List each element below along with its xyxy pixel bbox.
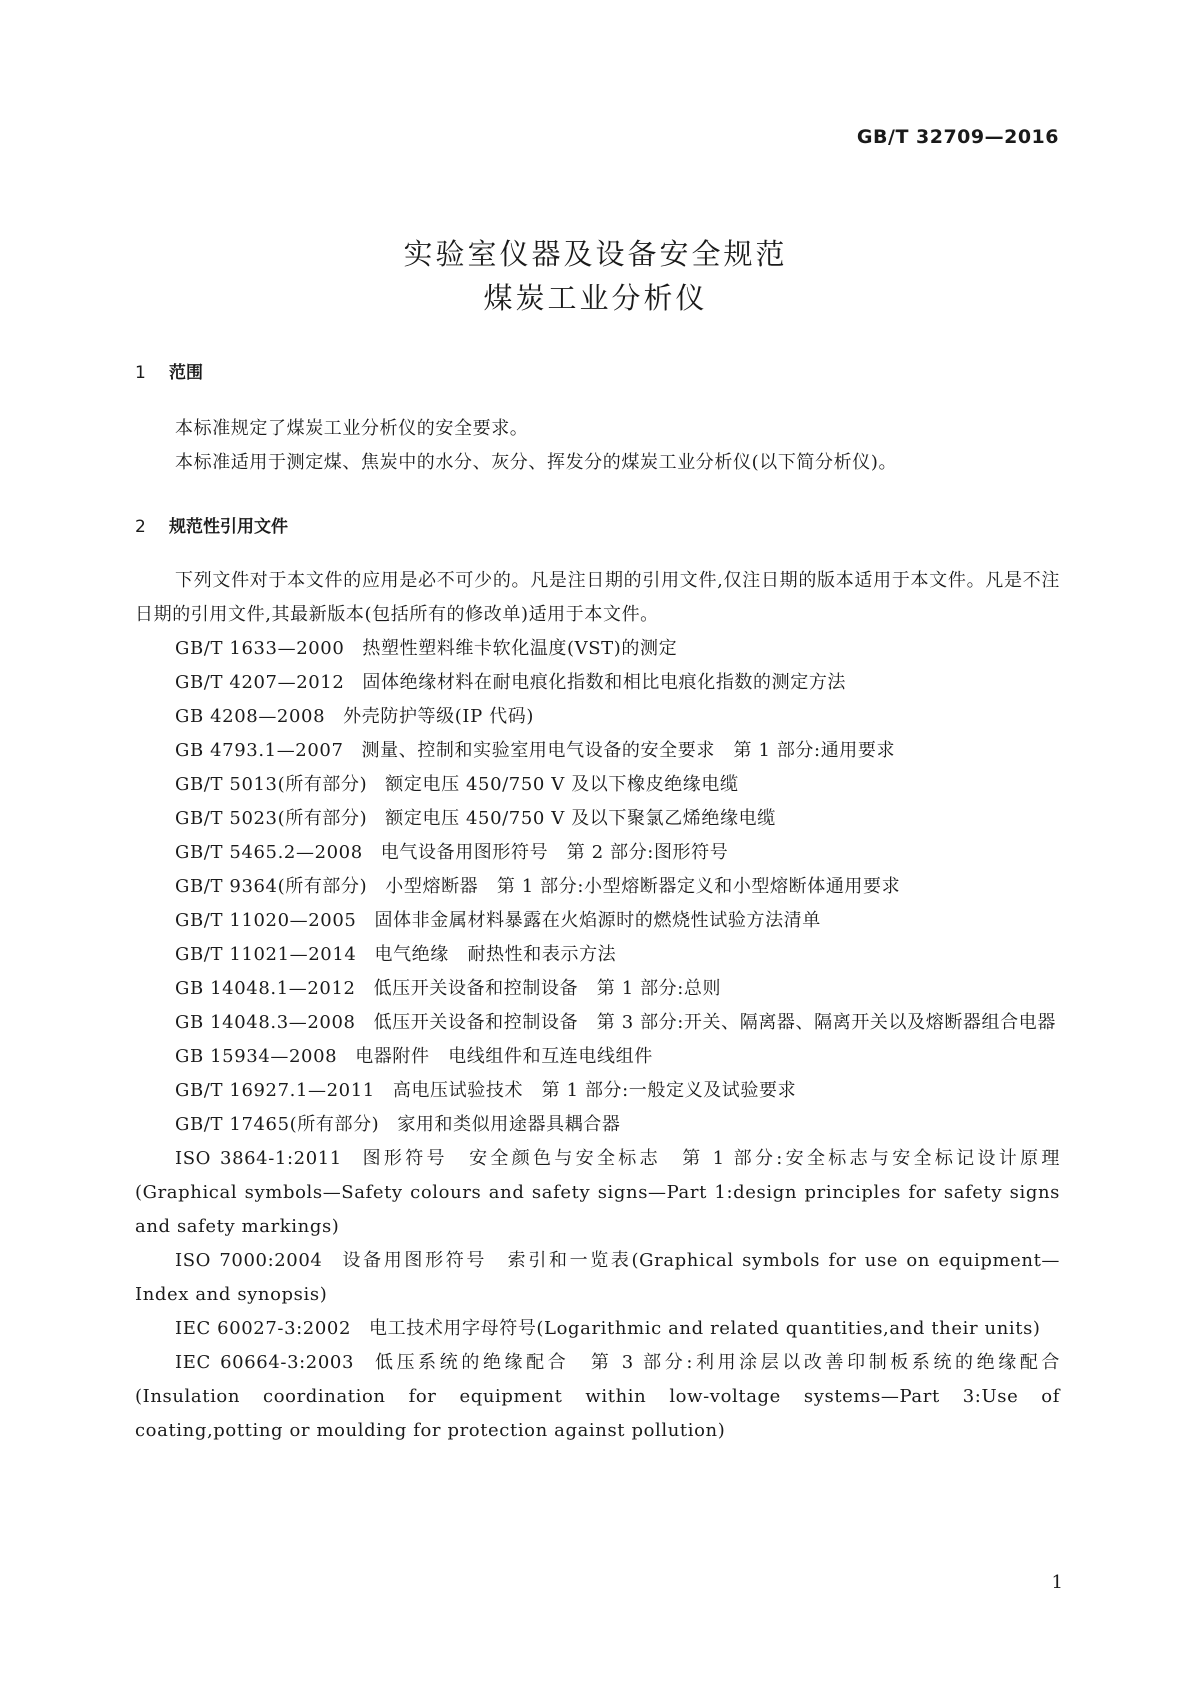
reference-title: 测量、控制和实验室用电气设备的安全要求 第 1 部分:通用要求 (361, 740, 896, 761)
reference-code: GB/T 4207—2012 (175, 672, 345, 693)
reference-item (135, 632, 1060, 666)
reference-title: 家用和类似用途器具耦合器 (397, 1114, 621, 1135)
reference-item (135, 1074, 1060, 1108)
reference-title: 电工技术用字母符号(Logarithmic and related quantities,and their units) (369, 1318, 1041, 1339)
section-1-body (135, 412, 1060, 480)
reference-code: GB/T 5465.2—2008 (175, 842, 363, 863)
reference-title: 电气设备用图形符号 第 2 部分:图形符号 (380, 842, 729, 863)
reference-title: 低压系统的绝缘配合 第 3 部分:利用涂层以改善印制板系统的绝缘配合(Insulation coordination for equipment within low-voltage systems—Part 3:Use of coating,potting or moulding for protection against pollution) (135, 1352, 1067, 1441)
reference-code: IEC 60664-3:2003 (175, 1352, 355, 1373)
section-1-title: 范围 (169, 363, 203, 383)
reference-item (135, 700, 1060, 734)
reference-item (135, 904, 1060, 938)
reference-item (135, 1312, 1060, 1346)
reference-title: 小型熔断器 第 1 部分:小型熔断器定义和小型熔断体通用要求 (385, 876, 901, 897)
reference-code: GB 15934—2008 (175, 1046, 338, 1067)
document-title (0, 232, 1191, 320)
section-2-title: 规范性引用文件 (169, 517, 288, 537)
reference-code: GB/T 5023(所有部分) (175, 808, 368, 829)
reference-title: 固体非金属材料暴露在火焰源时的燃烧性试验方法清单 (374, 910, 821, 931)
reference-item (135, 1108, 1060, 1142)
reference-item (135, 1346, 1067, 1448)
reference-title: 额定电压 450/750 V 及以下聚氯乙烯绝缘电缆 (385, 808, 776, 829)
reference-title: 低压开关设备和控制设备 第 1 部分:总则 (373, 978, 722, 999)
reference-code: IEC 60027-3:2002 (175, 1318, 352, 1339)
section-2-number: 2 (135, 517, 146, 537)
section-2-intro: 下列文件对于本文件的应用是必不可少的。凡是注日期的引用文件,仅注日期的版本适用于本文件。凡是不注日期的引用文件,其最新版本(包括所有的修改单)适用于本文件。 (135, 570, 1060, 625)
reference-title: 低压开关设备和控制设备 第 3 部分:开关、隔离器、隔离开关以及熔断器组合电器 (373, 1012, 1056, 1033)
reference-item (135, 870, 1060, 904)
reference-title: 外壳防护等级(IP 代码) (343, 706, 534, 727)
reference-title: 额定电压 450/750 V 及以下橡皮绝缘电缆 (385, 774, 739, 795)
reference-item (135, 666, 1060, 700)
reference-item (135, 1244, 1060, 1312)
standard-number: GB/T 32709—2016 (856, 126, 1059, 148)
reference-title: 热塑性塑料维卡软化温度(VST)的测定 (362, 638, 678, 659)
reference-code: GB/T 17465(所有部分) (175, 1114, 380, 1135)
reference-code: ISO 3864-1:2011 (175, 1148, 342, 1169)
section-2-body (135, 564, 1067, 1448)
section-1-paragraph: 本标准规定了煤炭工业分析仪的安全要求。 (175, 418, 529, 439)
page-number: 1 (1051, 1572, 1063, 1593)
reference-item (135, 1006, 1060, 1040)
reference-item (135, 836, 1060, 870)
reference-item (135, 1142, 1067, 1244)
reference-code: GB/T 5013(所有部分) (175, 774, 368, 795)
reference-title: 设备用图形符号 索引和一览表(Graphical symbols for use on equipment—Index and synopsis) (135, 1250, 1060, 1305)
reference-title: 高电压试验技术 第 1 部分:一般定义及试验要求 (392, 1080, 797, 1101)
reference-title: 固体绝缘材料在耐电痕化指数和相比电痕化指数的测定方法 (362, 672, 847, 693)
reference-item (135, 802, 1060, 836)
reference-code: GB/T 11020—2005 (175, 910, 357, 931)
title-line-2: 煤炭工业分析仪 (483, 281, 708, 315)
reference-code: GB/T 1633—2000 (175, 638, 345, 659)
reference-code: GB 14048.3—2008 (175, 1012, 356, 1033)
reference-code: ISO 7000:2004 (175, 1250, 323, 1271)
reference-item (135, 1040, 1060, 1074)
section-1-paragraph: 本标准适用于测定煤、焦炭中的水分、灰分、挥发分的煤炭工业分析仪(以下简分析仪)。 (175, 452, 898, 473)
reference-item (135, 972, 1060, 1006)
reference-code: GB/T 11021—2014 (175, 944, 357, 965)
section-2-heading (135, 512, 288, 537)
reference-item (135, 768, 1060, 802)
reference-item (135, 938, 1060, 972)
reference-title: 图形符号 安全颜色与安全标志 第 1 部分:安全标志与安全标记设计原理(Graphical symbols—Safety colours and safety signs—Part 1:design principles for safety signs and safety markings) (135, 1148, 1067, 1237)
reference-code: GB 4208—2008 (175, 706, 326, 727)
reference-code: GB/T 9364(所有部分) (175, 876, 368, 897)
title-line-1: 实验室仪器及设备安全规范 (403, 237, 788, 271)
reference-code: GB 4793.1—2007 (175, 740, 344, 761)
reference-title: 电器附件 电线组件和互连电线组件 (355, 1046, 653, 1067)
reference-item (135, 734, 1060, 768)
section-1-heading (135, 358, 203, 383)
reference-code: GB/T 16927.1—2011 (175, 1080, 375, 1101)
reference-list (135, 632, 1067, 1448)
reference-title: 电气绝缘 耐热性和表示方法 (374, 944, 617, 965)
section-1-number: 1 (135, 363, 146, 383)
reference-code: GB 14048.1—2012 (175, 978, 356, 999)
